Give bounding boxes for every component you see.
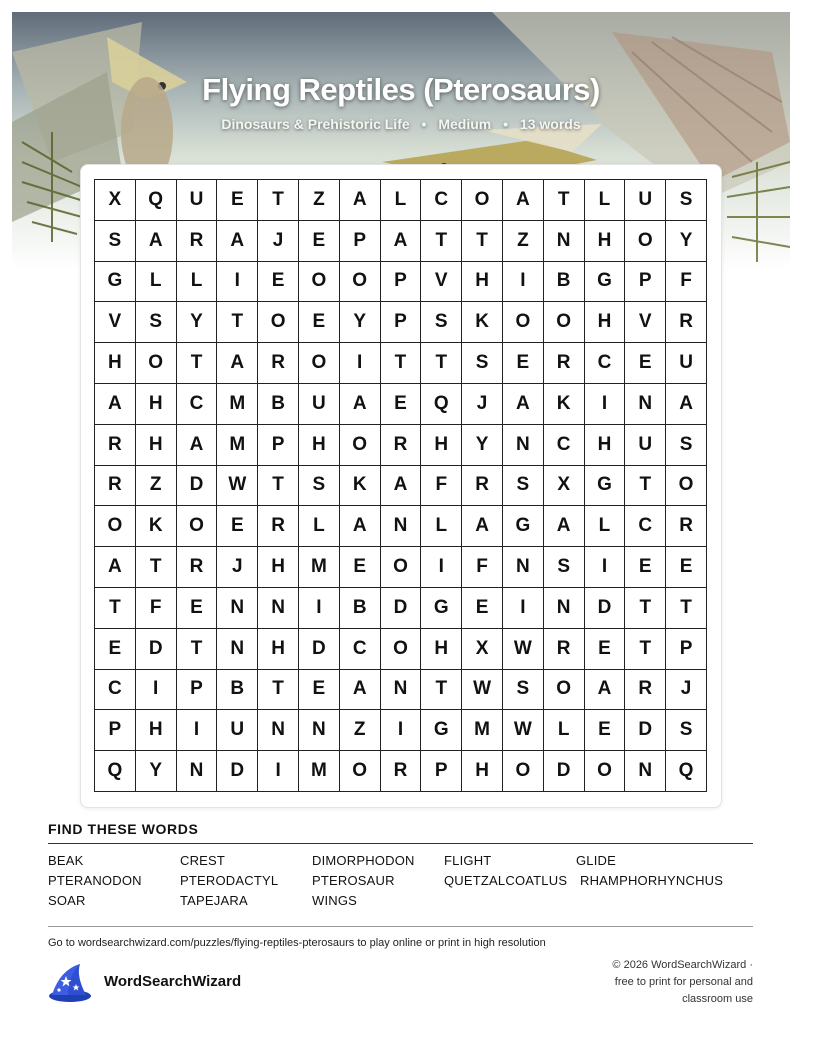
- grid-cell[interactable]: Y: [340, 302, 381, 343]
- grid-cell[interactable]: H: [95, 343, 136, 384]
- grid-cell[interactable]: P: [340, 221, 381, 262]
- grid-cell[interactable]: E: [585, 710, 626, 751]
- grid-cell[interactable]: Q: [421, 384, 462, 425]
- grid-cell[interactable]: M: [217, 425, 258, 466]
- grid-cell[interactable]: E: [299, 221, 340, 262]
- grid-cell[interactable]: H: [585, 302, 626, 343]
- grid-cell[interactable]: E: [625, 343, 666, 384]
- grid-cell[interactable]: A: [340, 384, 381, 425]
- grid-cell[interactable]: Y: [177, 302, 218, 343]
- grid-cell[interactable]: K: [544, 384, 585, 425]
- grid-cell[interactable]: H: [136, 710, 177, 751]
- grid-cell[interactable]: L: [299, 506, 340, 547]
- word-list-item: QUETZALCOATLUS: [444, 873, 568, 888]
- grid-cell[interactable]: H: [299, 425, 340, 466]
- grid-cell[interactable]: N: [625, 384, 666, 425]
- grid-cell[interactable]: T: [625, 466, 666, 507]
- separator-dot: •: [503, 116, 509, 132]
- grid-cell[interactable]: H: [585, 221, 626, 262]
- grid-cell[interactable]: T: [258, 466, 299, 507]
- grid-cell[interactable]: D: [299, 629, 340, 670]
- grid-cell[interactable]: R: [95, 425, 136, 466]
- grid-cell[interactable]: A: [544, 506, 585, 547]
- grid-cell[interactable]: C: [585, 343, 626, 384]
- grid-cell[interactable]: P: [421, 751, 462, 792]
- grid-cell[interactable]: O: [503, 751, 544, 792]
- grid-cell[interactable]: W: [503, 629, 544, 670]
- grid-cell[interactable]: T: [625, 629, 666, 670]
- grid-cell[interactable]: H: [258, 629, 299, 670]
- grid-cell[interactable]: E: [217, 180, 258, 221]
- grid-cell[interactable]: G: [95, 262, 136, 303]
- grid-cell[interactable]: O: [340, 751, 381, 792]
- grid-cell[interactable]: T: [462, 221, 503, 262]
- grid-cell[interactable]: D: [625, 710, 666, 751]
- grid-cell[interactable]: I: [136, 670, 177, 711]
- grid-cell[interactable]: Z: [503, 221, 544, 262]
- grid-cell[interactable]: E: [258, 262, 299, 303]
- difficulty-label: Medium: [438, 116, 492, 132]
- grid-cell[interactable]: O: [666, 466, 707, 507]
- grid-cell[interactable]: E: [95, 629, 136, 670]
- grid-cell[interactable]: S: [666, 425, 707, 466]
- grid-cell[interactable]: I: [585, 384, 626, 425]
- grid-cell[interactable]: A: [340, 180, 381, 221]
- grid-cell[interactable]: N: [544, 221, 585, 262]
- grid-cell[interactable]: F: [666, 262, 707, 303]
- grid-cell[interactable]: K: [340, 466, 381, 507]
- grid-cell[interactable]: P: [381, 302, 422, 343]
- word-list-item: DIMORPHODON: [312, 853, 415, 868]
- word-list-item: RHAMPHORHYNCHUS: [580, 873, 724, 888]
- grid-cell[interactable]: W: [217, 466, 258, 507]
- grid-cell[interactable]: B: [340, 588, 381, 629]
- grid-cell[interactable]: E: [625, 547, 666, 588]
- grid-cell[interactable]: L: [421, 506, 462, 547]
- grid-cell[interactable]: A: [503, 180, 544, 221]
- grid-cell[interactable]: C: [95, 670, 136, 711]
- word-list-item: GLIDE: [576, 853, 617, 868]
- grid-cell[interactable]: O: [381, 629, 422, 670]
- grid-cell[interactable]: S: [666, 710, 707, 751]
- grid-cell[interactable]: G: [503, 506, 544, 547]
- grid-cell[interactable]: N: [625, 751, 666, 792]
- grid-cell[interactable]: B: [217, 670, 258, 711]
- grid-cell[interactable]: I: [177, 710, 218, 751]
- grid-cell[interactable]: Y: [136, 751, 177, 792]
- grid-cell[interactable]: T: [258, 670, 299, 711]
- grid-cell[interactable]: R: [258, 506, 299, 547]
- grid-cell[interactable]: O: [381, 547, 422, 588]
- grid-cell[interactable]: O: [136, 343, 177, 384]
- puzzle-title: Flying Reptiles (Pterosaurs): [202, 72, 600, 107]
- copyright-line: © 2026 WordSearchWizard ·: [612, 959, 753, 971]
- grid-cell[interactable]: O: [462, 180, 503, 221]
- grid-cell[interactable]: T: [177, 343, 218, 384]
- grid-cell[interactable]: W: [503, 710, 544, 751]
- grid-cell[interactable]: B: [258, 384, 299, 425]
- grid-cell[interactable]: E: [299, 302, 340, 343]
- grid-cell[interactable]: E: [585, 629, 626, 670]
- grid-cell[interactable]: M: [217, 384, 258, 425]
- grid-cell[interactable]: I: [340, 343, 381, 384]
- grid-cell[interactable]: H: [585, 425, 626, 466]
- grid-cell[interactable]: S: [136, 302, 177, 343]
- grid-cell[interactable]: Q: [136, 180, 177, 221]
- word-count-label: 13 words: [519, 116, 581, 132]
- word-list-item: TAPEJARA: [180, 893, 248, 908]
- grid-cell[interactable]: H: [462, 262, 503, 303]
- grid-cell[interactable]: A: [381, 466, 422, 507]
- grid-cell[interactable]: O: [340, 425, 381, 466]
- grid-cell[interactable]: C: [544, 425, 585, 466]
- grid-cell[interactable]: Q: [95, 751, 136, 792]
- grid-cell[interactable]: U: [299, 384, 340, 425]
- grid-cell[interactable]: O: [544, 670, 585, 711]
- grid-cell[interactable]: W: [462, 670, 503, 711]
- grid-cell[interactable]: I: [503, 588, 544, 629]
- grid-cell[interactable]: D: [585, 588, 626, 629]
- grid-cell[interactable]: N: [503, 547, 544, 588]
- grid-cell[interactable]: I: [503, 262, 544, 303]
- grid-cell[interactable]: U: [217, 710, 258, 751]
- grid-cell[interactable]: O: [544, 302, 585, 343]
- grid-cell[interactable]: M: [299, 547, 340, 588]
- grid-cell[interactable]: S: [666, 180, 707, 221]
- grid-cell[interactable]: D: [136, 629, 177, 670]
- grid-cell[interactable]: Q: [666, 751, 707, 792]
- grid-cell[interactable]: R: [258, 343, 299, 384]
- grid-cell[interactable]: R: [177, 221, 218, 262]
- word-list-item: BEAK: [48, 853, 84, 868]
- grid-cell[interactable]: S: [503, 670, 544, 711]
- grid-cell[interactable]: O: [95, 506, 136, 547]
- grid-cell[interactable]: Z: [340, 710, 381, 751]
- grid-cell[interactable]: I: [585, 547, 626, 588]
- grid-cell[interactable]: R: [381, 751, 422, 792]
- grid-cell[interactable]: J: [462, 384, 503, 425]
- word-list-item: SOAR: [48, 893, 86, 908]
- grid-cell[interactable]: E: [462, 588, 503, 629]
- grid-cell[interactable]: A: [666, 384, 707, 425]
- grid-cell[interactable]: Y: [666, 221, 707, 262]
- copyright-line: classroom use: [682, 993, 753, 1005]
- grid-cell[interactable]: H: [258, 547, 299, 588]
- grid-cell[interactable]: E: [340, 547, 381, 588]
- grid-cell[interactable]: U: [177, 180, 218, 221]
- grid-cell[interactable]: F: [421, 466, 462, 507]
- grid-cell[interactable]: C: [625, 506, 666, 547]
- grid-cell[interactable]: I: [299, 588, 340, 629]
- grid-cell[interactable]: V: [625, 302, 666, 343]
- grid-cell[interactable]: D: [544, 751, 585, 792]
- grid-cell[interactable]: A: [95, 384, 136, 425]
- footer-url-text: Go to wordsearchwizard.com/puzzles/flying-reptiles-pterosaurs to play online or print in high resolution: [48, 937, 546, 949]
- grid-cell[interactable]: M: [462, 710, 503, 751]
- grid-cell[interactable]: N: [381, 506, 422, 547]
- grid-cell[interactable]: R: [544, 629, 585, 670]
- grid-cell[interactable]: I: [217, 262, 258, 303]
- grid-cell[interactable]: S: [462, 343, 503, 384]
- grid-cell[interactable]: G: [585, 262, 626, 303]
- grid-cell[interactable]: I: [381, 710, 422, 751]
- grid-cell[interactable]: A: [340, 670, 381, 711]
- grid-cell[interactable]: C: [177, 384, 218, 425]
- grid-cell[interactable]: E: [503, 343, 544, 384]
- grid-cell[interactable]: X: [462, 629, 503, 670]
- grid-cell[interactable]: O: [299, 343, 340, 384]
- grid-cell[interactable]: T: [258, 180, 299, 221]
- grid-cell[interactable]: X: [544, 466, 585, 507]
- grid-cell[interactable]: E: [299, 670, 340, 711]
- grid-cell[interactable]: P: [258, 425, 299, 466]
- grid-cell[interactable]: F: [136, 588, 177, 629]
- grid-cell[interactable]: A: [462, 506, 503, 547]
- puzzle-meta: [12, 116, 790, 132]
- category-label: Dinosaurs & Prehistoric Life: [221, 116, 410, 132]
- grid-cell[interactable]: N: [381, 670, 422, 711]
- grid-cell[interactable]: L: [544, 710, 585, 751]
- copyright-line: free to print for personal and: [614, 976, 753, 988]
- grid-cell[interactable]: L: [177, 262, 218, 303]
- grid-cell[interactable]: T: [421, 221, 462, 262]
- separator-dot: •: [421, 116, 427, 132]
- grid-cell[interactable]: T: [95, 588, 136, 629]
- grid-cell[interactable]: V: [95, 302, 136, 343]
- grid-cell[interactable]: S: [95, 221, 136, 262]
- word-list-title: FIND THESE WORDS: [48, 821, 199, 837]
- grid-cell[interactable]: A: [217, 343, 258, 384]
- letter-grid[interactable]: [94, 179, 707, 792]
- grid-cell[interactable]: C: [421, 180, 462, 221]
- grid-cell[interactable]: G: [421, 710, 462, 751]
- grid-cell[interactable]: E: [217, 506, 258, 547]
- grid-cell[interactable]: T: [136, 547, 177, 588]
- grid-cell[interactable]: J: [217, 547, 258, 588]
- grid-cell[interactable]: T: [217, 302, 258, 343]
- grid-cell[interactable]: N: [258, 588, 299, 629]
- grid-cell[interactable]: U: [625, 425, 666, 466]
- grid-cell[interactable]: N: [258, 710, 299, 751]
- grid-cell[interactable]: O: [625, 221, 666, 262]
- grid-cell[interactable]: G: [585, 466, 626, 507]
- grid-cell[interactable]: H: [462, 751, 503, 792]
- grid-cell[interactable]: U: [666, 343, 707, 384]
- grid-cell[interactable]: P: [95, 710, 136, 751]
- grid-cell[interactable]: H: [421, 425, 462, 466]
- grid-cell[interactable]: D: [177, 466, 218, 507]
- grid-cell[interactable]: E: [666, 547, 707, 588]
- grid-cell[interactable]: O: [585, 751, 626, 792]
- grid-cell[interactable]: Z: [136, 466, 177, 507]
- grid-cell[interactable]: A: [503, 384, 544, 425]
- grid-cell[interactable]: S: [503, 466, 544, 507]
- grid-cell[interactable]: S: [299, 466, 340, 507]
- grid-cell[interactable]: Y: [462, 425, 503, 466]
- grid-cell[interactable]: L: [136, 262, 177, 303]
- grid-cell[interactable]: A: [585, 670, 626, 711]
- grid-cell[interactable]: D: [217, 751, 258, 792]
- grid-cell[interactable]: I: [421, 547, 462, 588]
- divider: [48, 926, 753, 927]
- grid-cell[interactable]: J: [258, 221, 299, 262]
- grid-cell[interactable]: R: [381, 425, 422, 466]
- grid-cell[interactable]: T: [544, 180, 585, 221]
- grid-cell[interactable]: L: [585, 180, 626, 221]
- grid-cell[interactable]: R: [625, 670, 666, 711]
- grid-cell[interactable]: O: [177, 506, 218, 547]
- grid-cell[interactable]: F: [462, 547, 503, 588]
- grid-cell[interactable]: R: [462, 466, 503, 507]
- grid-cell[interactable]: H: [136, 425, 177, 466]
- grid-cell[interactable]: C: [340, 629, 381, 670]
- grid-cell[interactable]: E: [177, 588, 218, 629]
- grid-cell[interactable]: R: [544, 343, 585, 384]
- grid-cell[interactable]: R: [666, 302, 707, 343]
- grid-cell[interactable]: T: [421, 343, 462, 384]
- grid-cell[interactable]: E: [381, 384, 422, 425]
- divider: [48, 843, 753, 844]
- grid-cell[interactable]: X: [95, 180, 136, 221]
- word-list-item: PTEROSAUR: [312, 873, 395, 888]
- grid-cell[interactable]: I: [258, 751, 299, 792]
- grid-cell[interactable]: S: [421, 302, 462, 343]
- grid-cell[interactable]: P: [625, 262, 666, 303]
- grid-cell[interactable]: A: [217, 221, 258, 262]
- grid-cell[interactable]: L: [381, 180, 422, 221]
- grid-cell[interactable]: G: [421, 588, 462, 629]
- grid-cell[interactable]: D: [381, 588, 422, 629]
- grid-cell[interactable]: R: [95, 466, 136, 507]
- grid-cell[interactable]: T: [381, 343, 422, 384]
- grid-cell[interactable]: P: [177, 670, 218, 711]
- grid-cell[interactable]: V: [421, 262, 462, 303]
- grid-cell[interactable]: J: [666, 670, 707, 711]
- grid-cell[interactable]: N: [503, 425, 544, 466]
- grid-cell[interactable]: A: [95, 547, 136, 588]
- grid-cell[interactable]: A: [177, 425, 218, 466]
- word-list-item: PTERANODON: [48, 873, 142, 888]
- grid-cell[interactable]: O: [299, 262, 340, 303]
- copyright-notice: [553, 957, 753, 1008]
- grid-cell[interactable]: N: [299, 710, 340, 751]
- grid-cell[interactable]: S: [544, 547, 585, 588]
- grid-cell[interactable]: T: [666, 588, 707, 629]
- grid-cell[interactable]: R: [177, 547, 218, 588]
- grid-cell[interactable]: Z: [299, 180, 340, 221]
- grid-cell[interactable]: U: [625, 180, 666, 221]
- word-list-item: PTERODACTYL: [180, 873, 279, 888]
- grid-cell[interactable]: A: [136, 221, 177, 262]
- grid-cell[interactable]: N: [544, 588, 585, 629]
- grid-cell[interactable]: N: [177, 751, 218, 792]
- grid-cell[interactable]: N: [217, 588, 258, 629]
- word-list-item: CREST: [180, 853, 226, 868]
- grid-cell[interactable]: O: [258, 302, 299, 343]
- grid-cell[interactable]: N: [217, 629, 258, 670]
- grid-cell[interactable]: T: [421, 670, 462, 711]
- grid-cell[interactable]: A: [381, 221, 422, 262]
- grid-cell[interactable]: B: [544, 262, 585, 303]
- grid-cell[interactable]: P: [666, 629, 707, 670]
- grid-cell[interactable]: H: [136, 384, 177, 425]
- wizard-hat-icon: [46, 962, 94, 1006]
- grid-cell[interactable]: T: [177, 629, 218, 670]
- grid-cell[interactable]: O: [503, 302, 544, 343]
- grid-cell[interactable]: K: [136, 506, 177, 547]
- grid-cell[interactable]: L: [585, 506, 626, 547]
- grid-cell[interactable]: H: [421, 629, 462, 670]
- word-list-item: WINGS: [312, 893, 358, 908]
- word-list-item: FLIGHT: [444, 853, 492, 868]
- grid-cell[interactable]: K: [462, 302, 503, 343]
- grid-cell[interactable]: T: [625, 588, 666, 629]
- grid-cell[interactable]: A: [340, 506, 381, 547]
- grid-cell[interactable]: P: [381, 262, 422, 303]
- brand-name: WordSearchWizard: [104, 973, 242, 990]
- grid-cell[interactable]: R: [666, 506, 707, 547]
- grid-cell[interactable]: O: [340, 262, 381, 303]
- grid-cell[interactable]: M: [299, 751, 340, 792]
